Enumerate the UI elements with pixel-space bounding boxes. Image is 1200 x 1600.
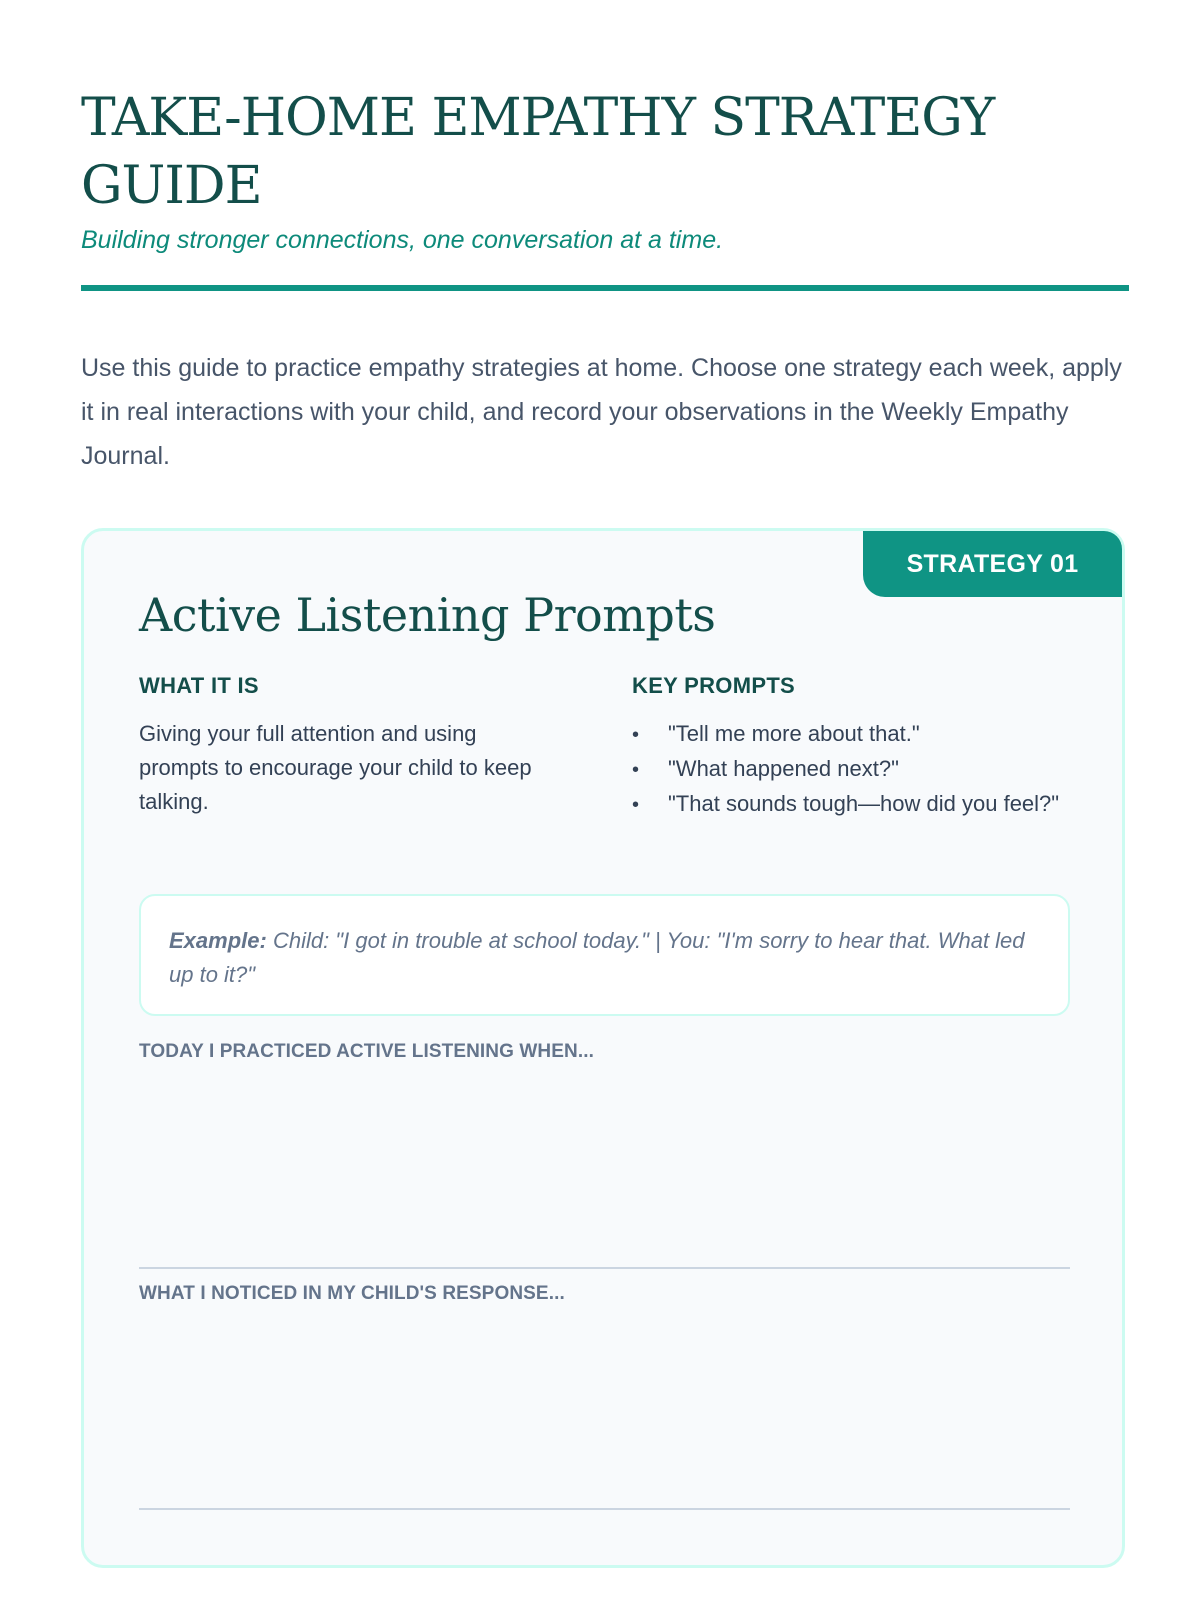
example-label: Example: bbox=[169, 928, 267, 953]
what-it-is-text: Giving your full attention and using prompts to encourage your child to keep talking. bbox=[139, 721, 532, 814]
list-item bbox=[632, 787, 1072, 822]
bullet-icon: • bbox=[632, 759, 640, 781]
prompt-text: "What happened next?" bbox=[668, 756, 899, 781]
prompt-text: "Tell me more about that." bbox=[668, 721, 920, 746]
example-box bbox=[139, 894, 1070, 1016]
list-item bbox=[632, 717, 1072, 752]
strategy-title: Active Listening Prompts bbox=[139, 588, 716, 642]
list-item bbox=[632, 752, 1072, 787]
strategy-badge: STRATEGY 01 bbox=[863, 531, 1122, 597]
bullet-icon: • bbox=[632, 724, 640, 746]
what-it-is-heading: WHAT IT IS bbox=[139, 673, 259, 698]
header-divider bbox=[81, 285, 1129, 291]
bullet-icon: • bbox=[632, 794, 640, 816]
what-it-is-section bbox=[139, 671, 559, 819]
guide-page bbox=[81, 0, 1129, 503]
page-subtitle: Building stronger connections, one conversation at a time. bbox=[81, 226, 724, 254]
page-title: TAKE-HOME EMPATHY STRATEGY GUIDE bbox=[81, 88, 995, 216]
key-prompts-heading: KEY PROMPTS bbox=[632, 673, 796, 698]
example-text: Child: "I got in trouble at school today." | You: "I'm sorry to hear that. What led up to it?" bbox=[169, 928, 1025, 987]
key-prompts-list bbox=[632, 717, 1072, 822]
journal-write-line[interactable] bbox=[139, 1508, 1070, 1510]
journal-prompt-noticed: WHAT I NOTICED IN MY CHILD'S RESPONSE... bbox=[139, 1283, 565, 1304]
prompt-text: "That sounds tough—how did you feel?" bbox=[668, 791, 1060, 816]
strategy-card bbox=[81, 528, 1125, 1568]
journal-prompt-practiced: TODAY I PRACTICED ACTIVE LISTENING WHEN... bbox=[139, 1041, 594, 1062]
journal-write-line[interactable] bbox=[139, 1267, 1070, 1269]
intro-paragraph: Use this guide to practice empathy strategies at home. Choose one strategy each week, apply it in real interactions with your child, and record your observations in the Weekly Empathy Journal. bbox=[81, 354, 1122, 470]
key-prompts-section bbox=[632, 671, 1072, 822]
